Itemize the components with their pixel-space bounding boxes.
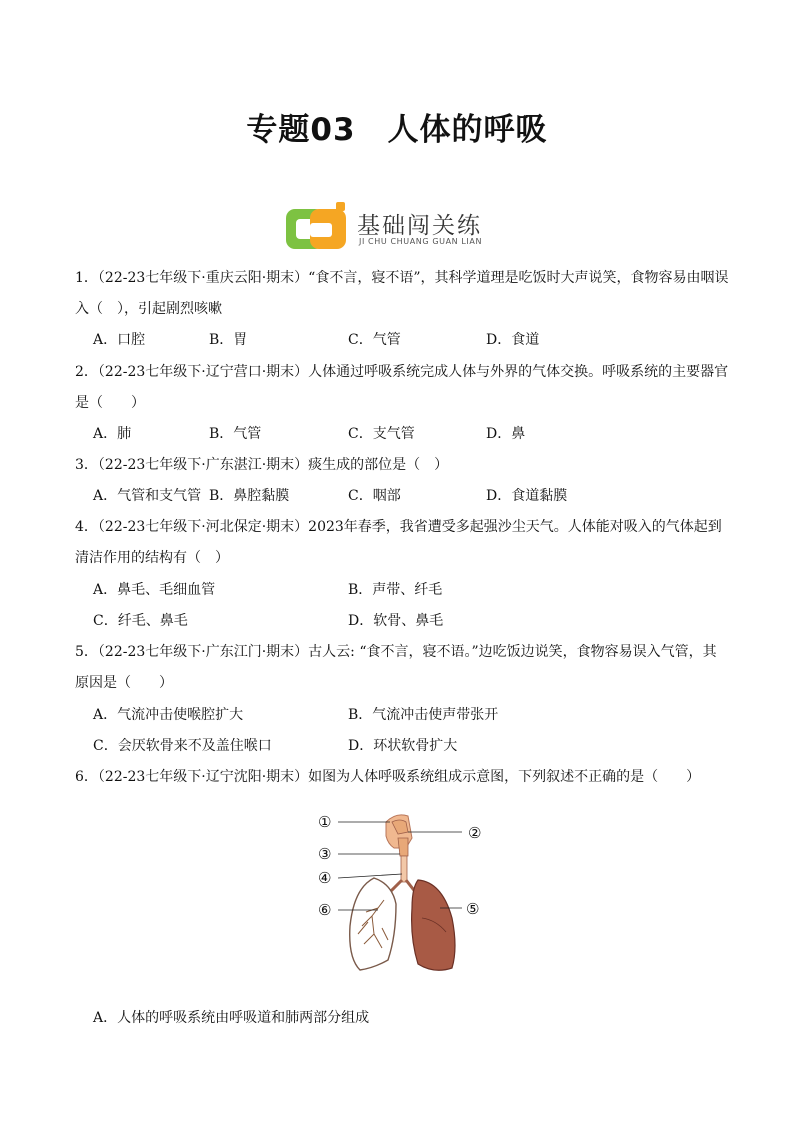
question-6-option-a[interactable]: A．人体的呼吸系统由呼吸道和肺两部分组成 [93, 1010, 370, 1026]
question-5-option-b[interactable]: B．气流冲击使声带张开 [348, 707, 499, 723]
question-5-line-2: 原因是（ ） [75, 675, 173, 691]
question-3-option-b[interactable]: B．鼻腔黏膜 [209, 488, 290, 504]
badge-label: 基础闯关练 [357, 213, 482, 239]
trachea [401, 856, 407, 882]
question-5-option-a[interactable]: A．气流冲击使喉腔扩大 [93, 707, 244, 723]
question-2-option-c[interactable]: C．支气管 [348, 426, 415, 442]
badge-pinyin: JI CHU CHUANG GUAN LIAN [359, 237, 483, 246]
question-1-line-2: 入（ ），引起剧烈咳嗽 [75, 301, 222, 317]
question-5-option-c[interactable]: C．会厌软骨来不及盖住喉口 [93, 738, 272, 754]
question-4-line-1: 4．（22-23七年级下·河北保定·期末）2023年春季，我省遭受多起强沙尘天气。人体能对吸入的气体起到 [75, 519, 722, 535]
figure-label-3: ③ [318, 845, 332, 863]
question-2-line-1: 2．（22-23七年级下·辽宁营口·期末）人体通过呼吸系统完成人体与外界的气体交换。呼吸系统的主要器官 [75, 364, 729, 380]
right-lung [412, 880, 455, 970]
question-1-line-1: 1．（22-23七年级下·重庆云阳·期末）“食不言，寝不语”，其科学道理是吃饭时大声说笑，食物容易由咽误 [75, 270, 729, 286]
question-5-option-d[interactable]: D．环状软骨扩大 [348, 738, 458, 754]
question-4-option-b[interactable]: B．声带、纤毛 [348, 582, 443, 598]
question-3-option-c[interactable]: C．咽部 [348, 488, 401, 504]
question-3-line-1: 3．（22-23七年级下·广东湛江·期末）痰生成的部位是（ ） [75, 457, 449, 473]
question-2-option-d[interactable]: D．鼻 [486, 426, 526, 442]
figure-label-5: ⑤ [466, 900, 480, 918]
question-3-option-d[interactable]: D．食道黏膜 [486, 488, 568, 504]
larynx [398, 838, 408, 856]
cj-logo-icon [284, 201, 350, 253]
figure-label-6: ⑥ [318, 901, 332, 919]
question-4-line-2: 清洁作用的结构有（ ） [75, 550, 229, 566]
respiratory-system-figure [312, 808, 492, 980]
page-title: 专题03 人体的呼吸 [246, 112, 548, 148]
figure-label-2: ② [468, 824, 482, 842]
section-badge [284, 201, 524, 253]
question-1-option-a[interactable]: A．口腔 [93, 332, 146, 348]
question-4-option-c[interactable]: C．纤毛、鼻毛 [93, 613, 188, 629]
question-2-option-a[interactable]: A．肺 [93, 426, 132, 442]
question-1-option-d[interactable]: D．食道 [486, 332, 540, 348]
question-4-option-d[interactable]: D．软骨、鼻毛 [348, 613, 444, 629]
question-2-option-b[interactable]: B．气管 [209, 426, 262, 442]
question-5-line-1: 5．（22-23七年级下·广东江门·期末）古人云: “食不言，寝不语。”边吃饭边说笑，食物容易误入气管，其 [75, 644, 717, 660]
question-2-line-2: 是（ ） [75, 395, 145, 411]
question-1-option-b[interactable]: B．胃 [209, 332, 248, 348]
figure-label-4: ④ [318, 869, 332, 887]
figure-label-1: ① [318, 813, 332, 831]
question-3-option-a[interactable]: A．气管和支气管 [93, 488, 202, 504]
question-4-option-a[interactable]: A．鼻毛、毛细血管 [93, 582, 216, 598]
question-6-line-1: 6．（22-23七年级下·辽宁沈阳·期末）如图为人体呼吸系统组成示意图，下列叙述不正确的是（ ） [75, 769, 701, 785]
question-1-option-c[interactable]: C．气管 [348, 332, 401, 348]
